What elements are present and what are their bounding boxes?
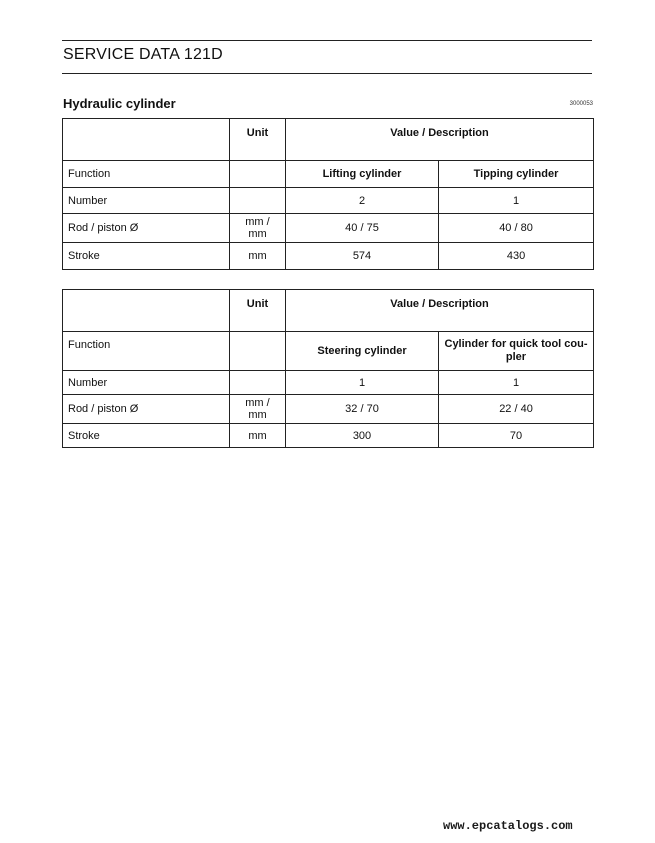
section-title: Hydraulic cylinder	[63, 96, 176, 111]
function-unit-cell	[230, 332, 286, 371]
hydraulic-cylinder-table-2	[62, 289, 594, 448]
lifting-cylinder-header: Lifting cylinder	[286, 161, 439, 188]
header-blank-cell	[63, 119, 230, 161]
row-value-a: 2	[286, 188, 439, 214]
table-row	[63, 188, 594, 214]
hydraulic-cylinder-table-1	[62, 118, 594, 270]
reference-number: 3000053	[569, 101, 593, 107]
steering-cylinder-header: Steering cylinder	[286, 332, 439, 371]
row-label: Stroke	[63, 243, 230, 270]
row-unit	[230, 371, 286, 395]
function-label: Function	[63, 332, 230, 371]
row-value-a: 300	[286, 424, 439, 448]
value-column-header: Value / Description	[286, 119, 594, 161]
table-header-row	[63, 119, 594, 161]
row-value-a: 32 / 70	[286, 395, 439, 424]
row-value-b: 1	[439, 188, 594, 214]
row-value-a: 40 / 75	[286, 214, 439, 243]
function-unit-cell	[230, 161, 286, 188]
page-title: SERVICE DATA 121D	[63, 46, 223, 63]
function-row	[63, 332, 594, 371]
row-value-a: 1	[286, 371, 439, 395]
row-label: Number	[63, 188, 230, 214]
unit-column-header: Unit	[230, 290, 286, 332]
tipping-cylinder-header: Tipping cylinder	[439, 161, 594, 188]
row-label: Number	[63, 371, 230, 395]
value-column-header: Value / Description	[286, 290, 594, 332]
function-label: Function	[63, 161, 230, 188]
row-unit: mm	[230, 243, 286, 270]
row-value-b: 430	[439, 243, 594, 270]
row-label: Rod / piston Ø	[63, 214, 230, 243]
table-header-row	[63, 290, 594, 332]
table-row	[63, 243, 594, 270]
row-value-b: 40 / 80	[439, 214, 594, 243]
quick-coupler-cylinder-header: Cylinder for quick tool coupler	[439, 332, 594, 371]
footer-website-link[interactable]: www.epcatalogs.com	[443, 819, 573, 833]
table-row	[63, 371, 594, 395]
function-row	[63, 161, 594, 188]
header-blank-cell	[63, 290, 230, 332]
row-value-a: 574	[286, 243, 439, 270]
table-row	[63, 424, 594, 448]
table-row	[63, 395, 594, 424]
row-unit	[230, 188, 286, 214]
row-unit: mm / mm	[230, 214, 286, 243]
table-row	[63, 214, 594, 243]
unit-column-header: Unit	[230, 119, 286, 161]
row-unit: mm / mm	[230, 395, 286, 424]
row-unit: mm	[230, 424, 286, 448]
row-label: Stroke	[63, 424, 230, 448]
header-rule-bottom	[62, 73, 592, 74]
header-rule-top	[62, 40, 592, 41]
row-value-b: 1	[439, 371, 594, 395]
row-value-b: 22 / 40	[439, 395, 594, 424]
row-value-b: 70	[439, 424, 594, 448]
row-label: Rod / piston Ø	[63, 395, 230, 424]
